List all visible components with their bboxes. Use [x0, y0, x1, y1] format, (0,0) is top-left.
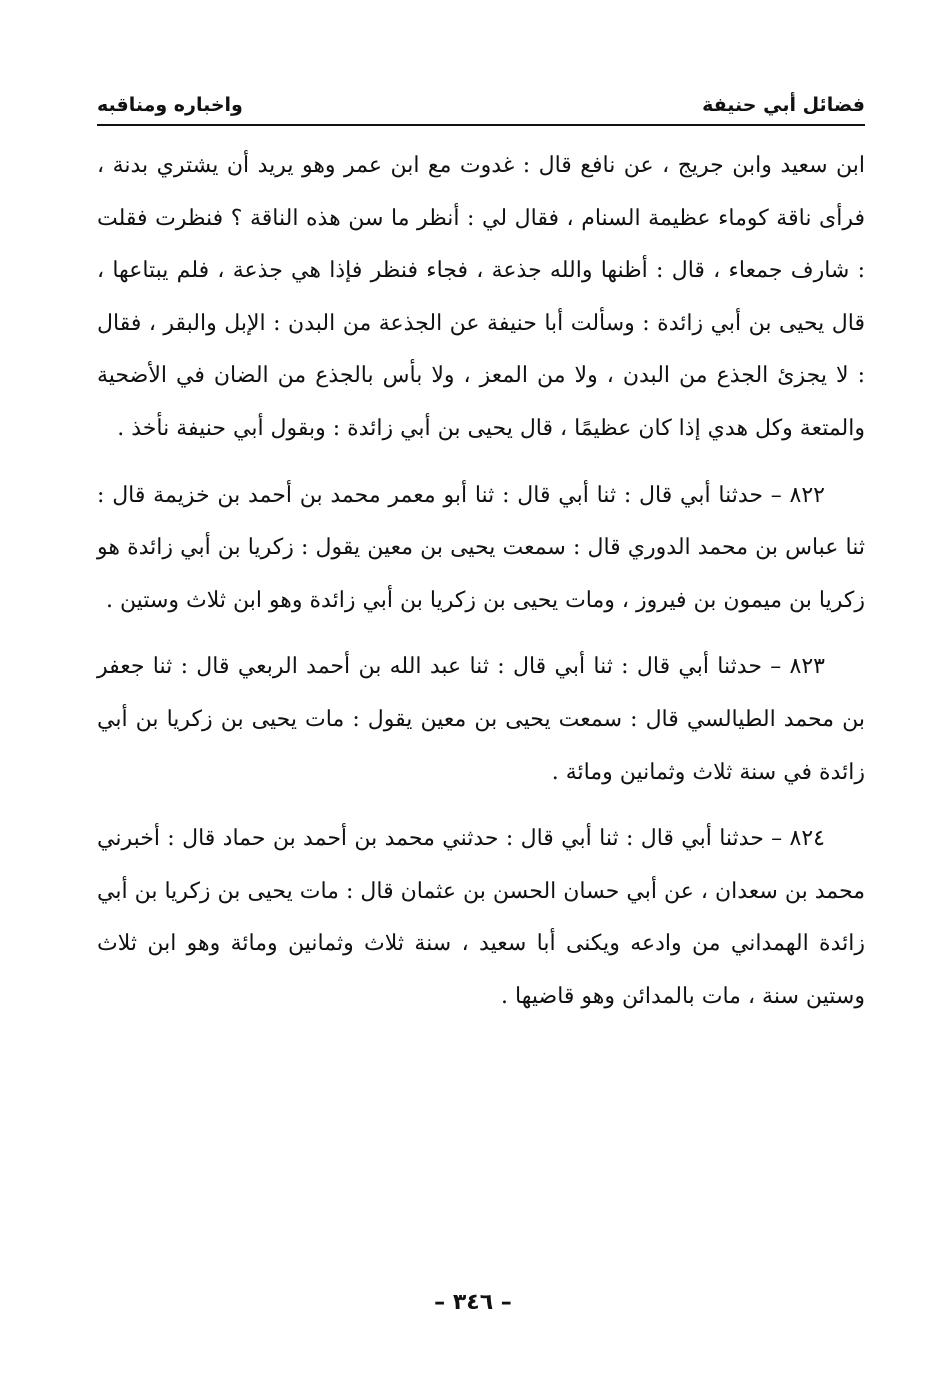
running-header — [97, 80, 865, 116]
hadith-823: ٨٢٣ – حدثنا أبي قال : ثنا أبي قال : ثنا عبد الله بن أحمد الربعي قال : ثنا جعفر بن محمد الطيالسي قال : سمعت يحيى بن معين يقول : مات يحيى بن زكريا بن أبي زائدة في سنة ثلاث وثمانين ومائة . — [97, 654, 865, 785]
hadith-822: ٨٢٢ – حدثنا أبي قال : ثنا أبي قال : ثنا أبو معمر محمد بن أحمد بن خزيمة قال : ثنا عباس بن محمد الدوري قال : سمعت يحيى بن معين يقول : زكريا بن أبي زائدة هو زكريا بن ميمون بن فيروز ، ومات يحيى بن زكريا بن أبي زائدة وهو ابن ثلاث وستين . — [97, 482, 865, 613]
paragraph-continuation: ابن سعيد وابن جريج ، عن نافع قال : غدوت مع ابن عمر وهو يريد أن يشتري بدنة ، فرأى ناقة كوماء عظيمة السنام ، فقال لي : أنظر ما سن هذه الناقة ؟ فنظرت فقلت : شارف جمعاء ، قال : أظنها والله جذعة ، فجاء فنظر فإذا هي جذعة ، فلم يبتاعها ، قال يحيى بن أبي زائدة : وسألت أبا حنيفة عن الجذعة من البدن : الإبل والبقر ، فقال : لا يجزئ الجذع من البدن ، ولا من المعز ، ولا بأس بالجذع من الضان في الأضحية والمتعة وكل هدي إذا كان عظيمًا ، قال يحيى بن أبي زائدة : وبقول أبي حنيفة نأخذ . — [97, 153, 865, 441]
header-divider — [97, 124, 865, 126]
book-title: فضائل أبي حنيفة — [702, 94, 865, 116]
hadith-824: ٨٢٤ – حدثنا أبي قال : ثنا أبي قال : حدثني محمد بن أحمد بن حماد قال : أخبرني محمد بن سعدان ، عن أبي حسان الحسن بن عثمان قال : مات يحيى بن زكريا بن أبي زائدة الهمداني من وادعه ويكنى أبا سعيد ، سنة ثلاث وثمانين ومائة وهو ابن ثلاث وستين سنة ، مات بالمدائن وهو قاضيها . — [97, 826, 866, 1009]
page-body — [97, 140, 865, 1038]
page-number: – ٣٤٦ – — [434, 1290, 512, 1315]
section-title: واخباره ومناقبه — [97, 94, 243, 116]
